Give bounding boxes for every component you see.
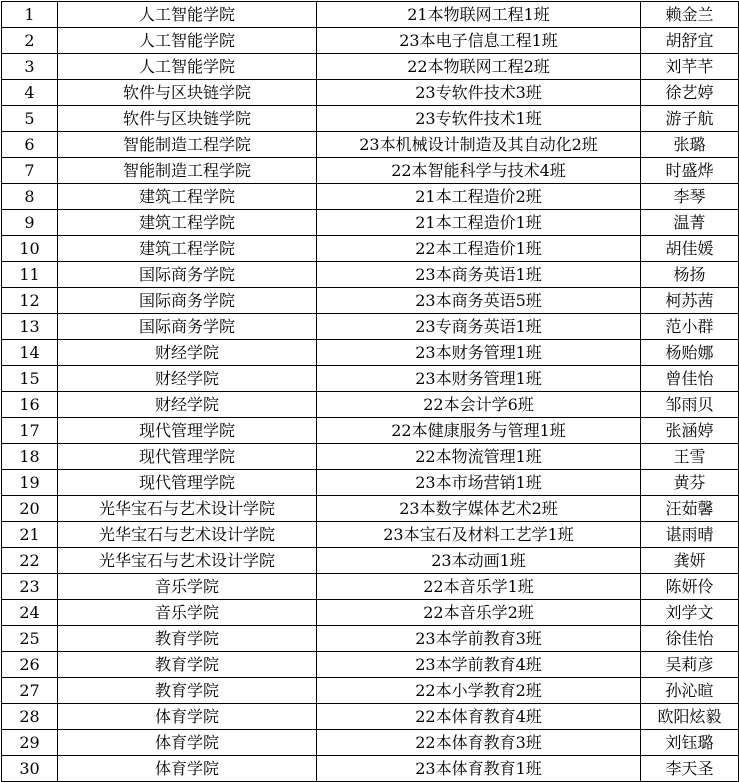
- row-number-cell: 24: [2, 600, 58, 626]
- school-cell: 智能制造工程学院: [58, 158, 317, 184]
- class-cell: 23本财务管理1班: [317, 366, 641, 392]
- student-name-cell: 张璐: [641, 132, 739, 158]
- student-name-cell: 杨贻娜: [641, 340, 739, 366]
- row-number-cell: 4: [2, 80, 58, 106]
- row-number-cell: 16: [2, 392, 58, 418]
- school-cell: 软件与区块链学院: [58, 106, 317, 132]
- table-row: [2, 236, 739, 262]
- table-row: [2, 418, 739, 444]
- school-cell: 财经学院: [58, 366, 317, 392]
- class-cell: 22本音乐学2班: [317, 600, 641, 626]
- table-row: [2, 626, 739, 652]
- class-cell: 23本动画1班: [317, 548, 641, 574]
- class-cell: 23专软件技术3班: [317, 80, 641, 106]
- school-cell: 国际商务学院: [58, 288, 317, 314]
- school-cell: 现代管理学院: [58, 444, 317, 470]
- class-cell: 23专软件技术1班: [317, 106, 641, 132]
- table-row: [2, 652, 739, 678]
- school-cell: 财经学院: [58, 392, 317, 418]
- school-cell: 财经学院: [58, 340, 317, 366]
- table-row: [2, 496, 739, 522]
- class-cell: 23本商务英语1班: [317, 262, 641, 288]
- table-row: [2, 184, 739, 210]
- table-row: [2, 704, 739, 730]
- table-row: [2, 444, 739, 470]
- table-row: [2, 548, 739, 574]
- student-name-cell: 李琴: [641, 184, 739, 210]
- row-number-cell: 19: [2, 470, 58, 496]
- table-row: [2, 340, 739, 366]
- row-number-cell: 10: [2, 236, 58, 262]
- student-name-cell: 赖金兰: [641, 2, 739, 28]
- class-cell: 23本电子信息工程1班: [317, 28, 641, 54]
- class-cell: 21本物联网工程1班: [317, 2, 641, 28]
- row-number-cell: 11: [2, 262, 58, 288]
- school-cell: 教育学院: [58, 678, 317, 704]
- table-row: [2, 132, 739, 158]
- school-cell: 人工智能学院: [58, 54, 317, 80]
- table-row: [2, 28, 739, 54]
- student-name-cell: 谌雨晴: [641, 522, 739, 548]
- row-number-cell: 26: [2, 652, 58, 678]
- student-name-cell: 温菁: [641, 210, 739, 236]
- row-number-cell: 6: [2, 132, 58, 158]
- class-cell: 23本商务英语5班: [317, 288, 641, 314]
- student-name-cell: 黄芬: [641, 470, 739, 496]
- student-name-cell: 刘钰璐: [641, 730, 739, 756]
- row-number-cell: 5: [2, 106, 58, 132]
- row-number-cell: 23: [2, 574, 58, 600]
- school-cell: 国际商务学院: [58, 314, 317, 340]
- school-cell: 光华宝石与艺术设计学院: [58, 548, 317, 574]
- row-number-cell: 27: [2, 678, 58, 704]
- student-name-cell: 胡佳媛: [641, 236, 739, 262]
- student-name-cell: 范小群: [641, 314, 739, 340]
- class-cell: 23本机械设计制造及其自动化2班: [317, 132, 641, 158]
- table-row: [2, 2, 739, 28]
- student-name-cell: 汪茹馨: [641, 496, 739, 522]
- table-row: [2, 730, 739, 756]
- student-name-cell: 龚妍: [641, 548, 739, 574]
- table-row: [2, 288, 739, 314]
- student-name-cell: 胡舒宜: [641, 28, 739, 54]
- table-row: [2, 80, 739, 106]
- row-number-cell: 20: [2, 496, 58, 522]
- table-row: [2, 54, 739, 80]
- row-number-cell: 21: [2, 522, 58, 548]
- class-cell: 23本宝石及材料工艺学1班: [317, 522, 641, 548]
- table-row: [2, 600, 739, 626]
- student-name-cell: 徐艺婷: [641, 80, 739, 106]
- table-row: [2, 262, 739, 288]
- school-cell: 音乐学院: [58, 600, 317, 626]
- class-cell: 22本体育教育4班: [317, 704, 641, 730]
- row-number-cell: 17: [2, 418, 58, 444]
- school-cell: 人工智能学院: [58, 2, 317, 28]
- class-cell: 22本物流管理1班: [317, 444, 641, 470]
- student-name-cell: 陈妍伶: [641, 574, 739, 600]
- student-name-cell: 欧阳炫毅: [641, 704, 739, 730]
- class-cell: 22本会计学6班: [317, 392, 641, 418]
- row-number-cell: 18: [2, 444, 58, 470]
- student-name-cell: 杨扬: [641, 262, 739, 288]
- row-number-cell: 22: [2, 548, 58, 574]
- table-row: [2, 574, 739, 600]
- table-row: [2, 522, 739, 548]
- class-cell: 22本小学教育2班: [317, 678, 641, 704]
- row-number-cell: 8: [2, 184, 58, 210]
- class-cell: 21本工程造价2班: [317, 184, 641, 210]
- class-cell: 23本体育教育1班: [317, 756, 641, 782]
- student-name-cell: 刘学文: [641, 600, 739, 626]
- school-cell: 人工智能学院: [58, 28, 317, 54]
- table-row: [2, 366, 739, 392]
- student-name-cell: 李天圣: [641, 756, 739, 782]
- row-number-cell: 3: [2, 54, 58, 80]
- student-name-cell: 孙沁暄: [641, 678, 739, 704]
- class-cell: 21本工程造价1班: [317, 210, 641, 236]
- row-number-cell: 12: [2, 288, 58, 314]
- table-row: [2, 392, 739, 418]
- row-number-cell: 25: [2, 626, 58, 652]
- row-number-cell: 29: [2, 730, 58, 756]
- table-body: [2, 2, 739, 782]
- student-name-cell: 吴莉彦: [641, 652, 739, 678]
- class-cell: 22本物联网工程2班: [317, 54, 641, 80]
- row-number-cell: 30: [2, 756, 58, 782]
- student-list-table: [1, 1, 739, 782]
- table-row: [2, 678, 739, 704]
- school-cell: 体育学院: [58, 730, 317, 756]
- class-cell: 22本健康服务与管理1班: [317, 418, 641, 444]
- class-cell: 23本数字媒体艺术2班: [317, 496, 641, 522]
- school-cell: 体育学院: [58, 704, 317, 730]
- row-number-cell: 7: [2, 158, 58, 184]
- row-number-cell: 28: [2, 704, 58, 730]
- row-number-cell: 14: [2, 340, 58, 366]
- class-cell: 22本智能科学与技术4班: [317, 158, 641, 184]
- school-cell: 体育学院: [58, 756, 317, 782]
- student-name-cell: 曾佳怡: [641, 366, 739, 392]
- class-cell: 23本市场营销1班: [317, 470, 641, 496]
- school-cell: 光华宝石与艺术设计学院: [58, 522, 317, 548]
- school-cell: 教育学院: [58, 652, 317, 678]
- student-name-cell: 张涵婷: [641, 418, 739, 444]
- school-cell: 软件与区块链学院: [58, 80, 317, 106]
- class-cell: 23本学前教育3班: [317, 626, 641, 652]
- row-number-cell: 15: [2, 366, 58, 392]
- school-cell: 建筑工程学院: [58, 210, 317, 236]
- row-number-cell: 1: [2, 2, 58, 28]
- student-name-cell: 时盛烨: [641, 158, 739, 184]
- student-name-cell: 邹雨贝: [641, 392, 739, 418]
- table-row: [2, 314, 739, 340]
- student-name-cell: 刘芊芊: [641, 54, 739, 80]
- class-cell: 23专商务英语1班: [317, 314, 641, 340]
- class-cell: 22本音乐学1班: [317, 574, 641, 600]
- class-cell: 22本工程造价1班: [317, 236, 641, 262]
- school-cell: 建筑工程学院: [58, 236, 317, 262]
- student-name-cell: 游子航: [641, 106, 739, 132]
- student-name-cell: 柯苏茜: [641, 288, 739, 314]
- row-number-cell: 9: [2, 210, 58, 236]
- school-cell: 建筑工程学院: [58, 184, 317, 210]
- school-cell: 国际商务学院: [58, 262, 317, 288]
- school-cell: 音乐学院: [58, 574, 317, 600]
- school-cell: 教育学院: [58, 626, 317, 652]
- student-name-cell: 徐佳怡: [641, 626, 739, 652]
- school-cell: 智能制造工程学院: [58, 132, 317, 158]
- class-cell: 23本财务管理1班: [317, 340, 641, 366]
- class-cell: 22本体育教育3班: [317, 730, 641, 756]
- table-row: [2, 106, 739, 132]
- table-row: [2, 210, 739, 236]
- row-number-cell: 13: [2, 314, 58, 340]
- row-number-cell: 2: [2, 28, 58, 54]
- table-row: [2, 756, 739, 782]
- class-cell: 23本学前教育4班: [317, 652, 641, 678]
- table-row: [2, 158, 739, 184]
- school-cell: 现代管理学院: [58, 470, 317, 496]
- student-name-cell: 王雪: [641, 444, 739, 470]
- school-cell: 现代管理学院: [58, 418, 317, 444]
- school-cell: 光华宝石与艺术设计学院: [58, 496, 317, 522]
- table-row: [2, 470, 739, 496]
